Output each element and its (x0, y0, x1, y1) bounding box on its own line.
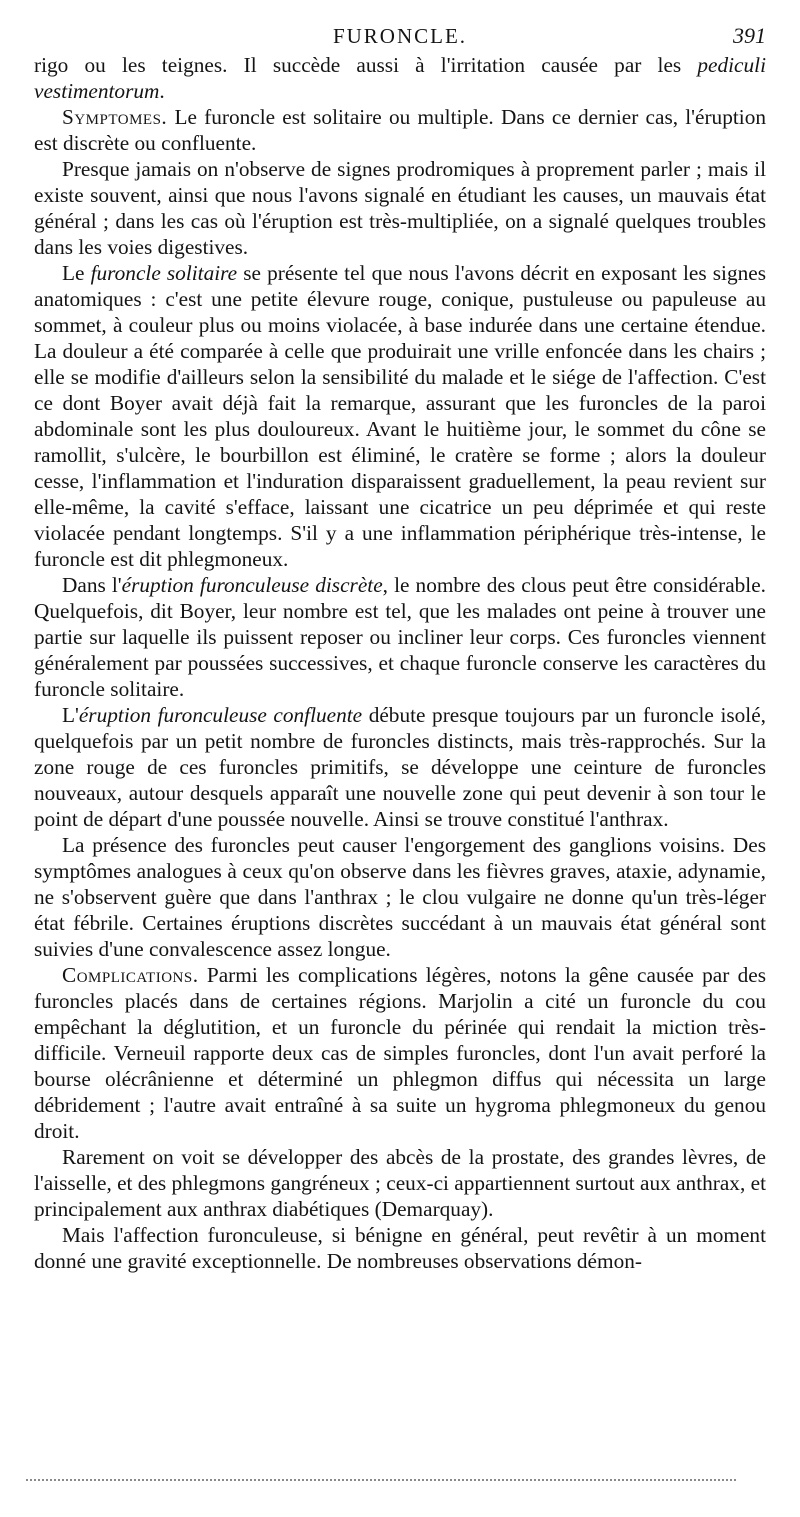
paragraph-eruption-confluente (34, 702, 766, 832)
paragraph-text: débute presque toujours par un furoncle isolé, quelquefois par un petit nombre de furoncles distincts, mais très-rapprochés. Sur la zone rouge de ces furoncles primitifs, se développe une ceinture de furoncles nouveaux, autour desquels apparaît une nouvelle zone qui peut devenir à son tour le point de départ d'une poussée nouvelle. Ainsi se trouve constitué l'anthrax. (34, 703, 766, 831)
running-head (34, 0, 766, 48)
paragraph-text: rigo ou les teignes. Il succède aussi à l'irritation causée par les (34, 53, 698, 77)
paragraph-gravite (34, 1222, 766, 1274)
body-text (34, 52, 766, 1274)
paragraph-text: Presque jamais on n'observe de signes prodromiques à proprement parler ; mais il existe souvent, ainsi que nous l'avons signalé en étudiant les causes, un mauvais état général ; dans les cas où l'éruption est très-multipliée, on a signalé quelques troubles dans les voies digestives. (34, 157, 766, 259)
paragraph-complications (34, 962, 766, 1144)
italic-term: pediculi vestimentorum (34, 53, 766, 103)
italic-term: éruption furonculeuse confluente (78, 703, 363, 727)
book-page (34, 0, 766, 1274)
section-heading-complications: Complications. (62, 963, 199, 987)
paragraph-text: Mais l'affection furonculeuse, si bénigne en général, peut revêtir à un moment donné une gravité exceptionnelle. De nombreuses observations démon- (34, 1223, 766, 1273)
footer-dotted-rule (26, 1479, 736, 1481)
paragraph-abces (34, 1144, 766, 1222)
italic-term: furoncle solitaire (90, 261, 238, 285)
paragraph-text: Parmi les complications légères, notons la gêne causée par des furoncles placés dans de certaines régions. Marjolin a cité un furoncle du cou empêchant la déglutition, et un furoncle du périnée qui rendait la miction très-difficile. Verneuil rapporte deux cas de simples furoncles, dont l'un avait perforé la bourse olécrânienne et déterminé un phlegmon diffus qui nécessita un large débridement ; l'autre avait entraîné à sa suite un hygroma phlegmoneux du genou droit. (34, 963, 766, 1143)
paragraph-text: La présence des furoncles peut causer l'engorgement des ganglions voisins. Des symptômes analogues à ceux qu'on observe dans les fièvres graves, ataxie, adynamie, ne s'observent guère que dans l'anthrax ; le clou vulgaire ne donne qu'un très-léger état fébrile. Certaines éruptions discrètes succédant à un mauvais état général sont suivies d'une convalescence assez longue. (34, 833, 766, 961)
section-heading-symptomes: Symptomes. (62, 105, 168, 129)
paragraph-text-start: Le (62, 261, 91, 285)
paragraph-text: se présente tel que nous l'avons décrit en exposant les signes anatomiques : c'est une petite élevure rouge, conique, pustuleuse ou papuleuse au sommet, à couleur plus ou moins violacée, à base indurée dans une certaine étendue. La douleur a été comparée à celle que produirait une vrille enfoncée dans les chairs ; elle se modifie d'ailleurs selon la sensibilité du malade et le siége de l'affection. C'est ce dont Boyer avait déjà fait la remarque, assurant que les furoncles de la paroi abdominale sont les plus douloureux. Avant le huitième jour, le sommet du cône se ramollit, s'ulcère, le bourbillon est éliminé, le cratère se forme ; alors la douleur cesse, l'inflammation et l'induration disparaissent graduellement, la peau revient sur elle-même, la cavité s'efface, laissant une cicatrice un peu déprimée et qui reste violacée pendant longtemps. S'il y a une inflammation périphérique très-intense, le furoncle est dit phlegmoneux. (34, 261, 766, 571)
paragraph-text: Rarement on voit se développer des abcès de la prostate, des grandes lèvres, de l'aisselle, et des phlegmons gangréneux ; ceux-ci appartiennent surtout aux anthrax, et principalement aux anthrax diabétiques (Demarquay). (34, 1145, 766, 1221)
paragraph-symptomes (34, 104, 766, 156)
paragraph-text-start: L' (62, 703, 79, 727)
paragraph-continuation (34, 52, 766, 104)
running-title: FURONCLE. (332, 24, 468, 48)
paragraph-text-end: . (159, 79, 165, 103)
paragraph-furoncle-solitaire (34, 260, 766, 572)
page-number: 391 (733, 23, 766, 48)
paragraph-text-start: Dans l' (62, 573, 122, 597)
paragraph-ganglions (34, 832, 766, 962)
paragraph-prodromes (34, 156, 766, 260)
paragraph-eruption-discrete (34, 572, 766, 702)
italic-term: éruption furonculeuse discrète (121, 573, 383, 597)
paragraph-text: , le nombre des clous peut être considérable. Quelquefois, dit Boyer, leur nombre est tel, que les malades ont peine à trouver une partie sur laquelle ils puissent reposer ou incliner leur corps. Ces furoncles viennent généralement par poussées successives, et chaque furoncle conserve les caractères du furoncle solitaire. (34, 573, 766, 701)
paragraph-text: Le furoncle est solitaire ou multiple. Dans ce dernier cas, l'éruption est discrète ou confluente. (34, 105, 766, 155)
